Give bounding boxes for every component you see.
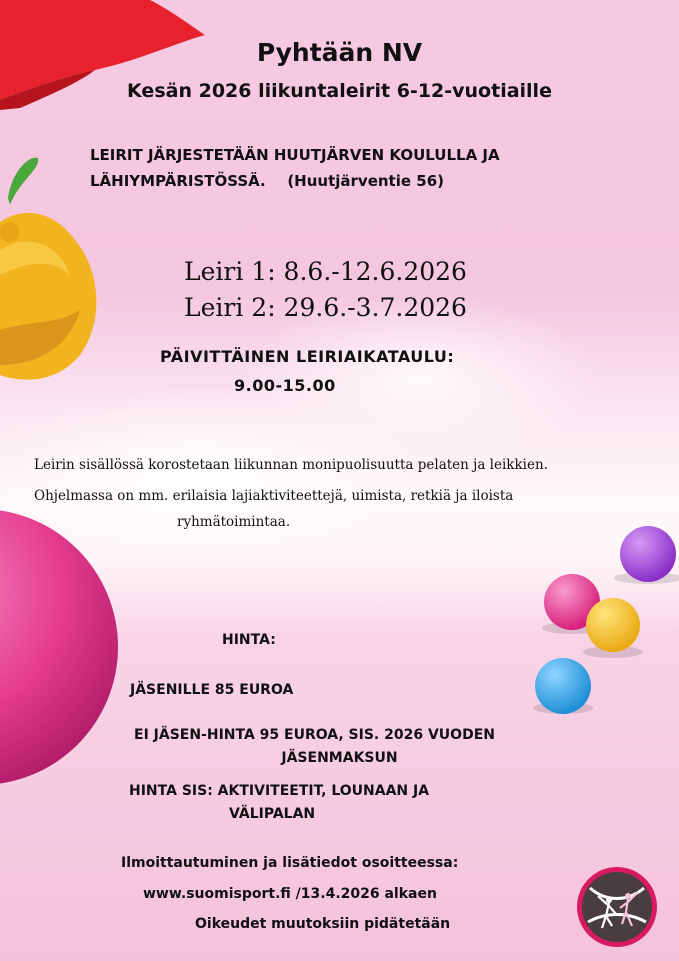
- schedule-time: 9.00-15.00: [234, 376, 336, 395]
- price-members: JÄSENILLE 85 EUROA: [130, 682, 294, 698]
- camp-2: Leiri 2: 29.6.-3.7.2026: [184, 293, 467, 322]
- location-town: LÄHIYMPÄRISTÖSSÄ.: [90, 172, 266, 190]
- club-name: Pyhtään NV: [256, 38, 423, 67]
- schedule-heading: PÄIVITTÄINEN LEIRIAIKATAULU:: [160, 347, 455, 366]
- price-heading: HINTA:: [222, 632, 276, 648]
- description-line3: ryhmätoimintaa.: [177, 514, 291, 530]
- camp-1: Leiri 1: 8.6.-12.6.2026: [184, 257, 467, 286]
- club-logo: [576, 866, 658, 948]
- price-includes-line1: HINTA SIS: AKTIVITEETIT, LOUNAAN JA: [129, 783, 430, 799]
- subtitle: Kesän 2026 liikuntaleirit 6-12-vuotiaille: [127, 80, 552, 102]
- location-line1: LEIRIT JÄRJESTETÄÄN HUUTJÄRVEN KOULULLA JA: [90, 146, 500, 164]
- description-line1: Leirin sisällössä korostetaan liikunnan monipuolisuutta pelaten ja leikkien.: [34, 457, 548, 473]
- location-line2: [90, 172, 444, 190]
- registration-line3: Oikeudet muutoksiin pidätetään: [195, 916, 451, 932]
- location-address: (Huutjärventie 56): [287, 172, 444, 190]
- price-non-members-line1: EI JÄSEN-HINTA 95 EUROA, SIS. 2026 VUODEN: [134, 727, 495, 743]
- price-includes-line2: VÄLIPALAN: [229, 806, 316, 822]
- registration-line2: www.suomisport.fi /13.4.2026 alkaen: [143, 886, 437, 902]
- registration-line1: Ilmoittautuminen ja lisätiedot osoitteessa:: [121, 855, 459, 871]
- balls-decoration: [520, 520, 679, 720]
- price-non-members-line2: JÄSENMAKSUN: [281, 750, 398, 766]
- big-ball-decoration: [0, 510, 125, 785]
- description-line2: Ohjelmassa on mm. erilaisia lajiaktiviteettejä, uimista, retkiä ja iloista: [34, 488, 514, 504]
